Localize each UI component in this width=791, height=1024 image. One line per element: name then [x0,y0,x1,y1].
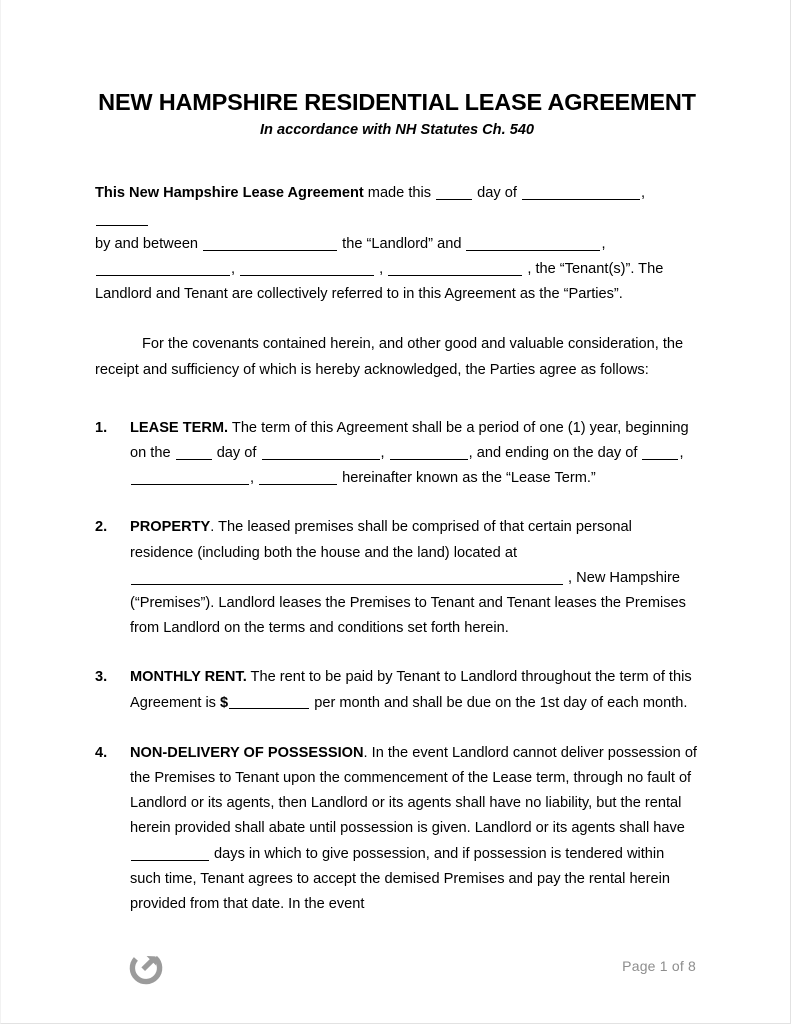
section-number-2: 2. [95,519,108,536]
eforms-circular-arrow-logo-icon [129,951,163,985]
section-1-text-6: , [250,470,259,487]
page-number-label: Page 1 of 8 [622,958,696,974]
blank-tenant-name-2[interactable] [96,262,230,276]
blank-begin-month[interactable] [262,446,380,460]
blank-property-address[interactable] [131,571,563,585]
section-heading-3: MONTHLY RENT. [130,669,247,686]
blank-tenant-name-3[interactable] [240,262,374,276]
section-lease-term [95,383,699,492]
section-1-text-4: , and ending on the day of [468,444,642,461]
blank-end-year[interactable] [259,471,337,485]
blank-tenant-name-1[interactable] [466,237,600,251]
section-number-3: 3. [95,669,108,686]
section-1-text-5: , [679,444,684,461]
section-number-4: 4. [95,744,108,761]
section-4-text-1: . In the event Landlord cannot deliver possession of the Premises to Tenant upon the commencement of the Lease term, through no fault of Landlord or its agents, then Landlord or its agents shall have no liability, but the rental herein provided shall abate until possession is given. Landlord or its agents shall have [130,744,697,837]
intro-text-5: the “Landlord” and [338,235,466,252]
page-content [95,0,699,917]
section-1-text-2: day of [212,444,261,461]
blank-landlord-name[interactable] [203,237,337,251]
section-heading-2: PROPERTY [130,519,211,536]
section-2-text-1: . The leased premises shall be comprised of that certain personal residence (including both the house and the land) located at [130,519,632,561]
section-heading-4: NON-DELIVERY OF POSSESSION [130,744,364,761]
intro-text-4: by and between [95,235,203,252]
page-footer [95,945,696,995]
currency-symbol: $ [220,694,229,711]
section-body-4 [130,741,699,917]
intro-paragraph [95,138,699,307]
blank-year[interactable] [96,212,148,226]
blank-month[interactable] [522,186,640,200]
section-monthly-rent [95,641,699,715]
intro-text-9: , the “Tenant(s)”. The Landlord and Tenant are collectively referred to in this Agreement as the “Parties”. [95,260,664,303]
intro-text-7: , [231,260,240,277]
section-heading-1: LEASE TERM. [130,419,229,436]
section-number-1: 1. [95,419,108,436]
blank-end-month[interactable] [131,471,249,485]
blank-end-day[interactable] [642,446,678,460]
section-3-text-1: The rent to be paid by Tenant to Landlord throughout the term of this Agreement is [130,669,692,711]
section-body-1 [130,416,699,492]
section-1-text-1: The term of this Agreement shall be a period of one (1) year, beginning on the [130,419,689,461]
intro-text-1: made this [363,185,436,202]
intro-lead-bold: This New Hampshire Lease Agreement [95,185,364,202]
page-title: NEW HAMPSHIRE RESIDENTIAL LEASE AGREEMENT [98,89,696,115]
blank-begin-day[interactable] [176,446,212,460]
intro-text-2: day of [473,185,521,202]
section-body-2 [130,515,699,641]
section-non-delivery-of-possession [95,716,699,917]
blank-tenant-name-4[interactable] [388,262,522,276]
section-3-text-2: per month and shall be due on the 1st day of each month. [310,694,688,711]
section-4-text-2: days in which to give possession, and if possession is tendered within such time, Tenant agrees to accept the demised Premises and pay the rental herein provided from that date. In the event [130,845,671,912]
section-1-text-3: , [380,444,389,461]
intro-text-6: , [601,235,606,252]
covenants-paragraph: For the covenants contained herein, and other good and valuable consideration, the receipt and sufficiency of which is hereby acknowledged, the Parties agree as follows: [95,336,684,378]
blank-possession-days[interactable] [131,847,209,861]
blank-day[interactable] [436,186,472,200]
section-2-text-2: , New Hampshire (“Premises”). Landlord leases the Premises to Tenant and Tenant leases the Premises from Landlord on the terms and conditions set forth herein. [130,569,686,637]
intro-text-3: , [641,185,646,202]
intro-text-8: , [375,260,388,277]
page-subtitle: In accordance with NH Statutes Ch. 540 [259,122,535,139]
section-body-3 [130,665,699,715]
blank-begin-year[interactable] [390,446,468,460]
section-property [95,491,699,641]
section-1-text-7: hereinafter known as the “Lease Term.” [338,470,596,487]
blank-monthly-rent-amount[interactable] [229,695,309,709]
